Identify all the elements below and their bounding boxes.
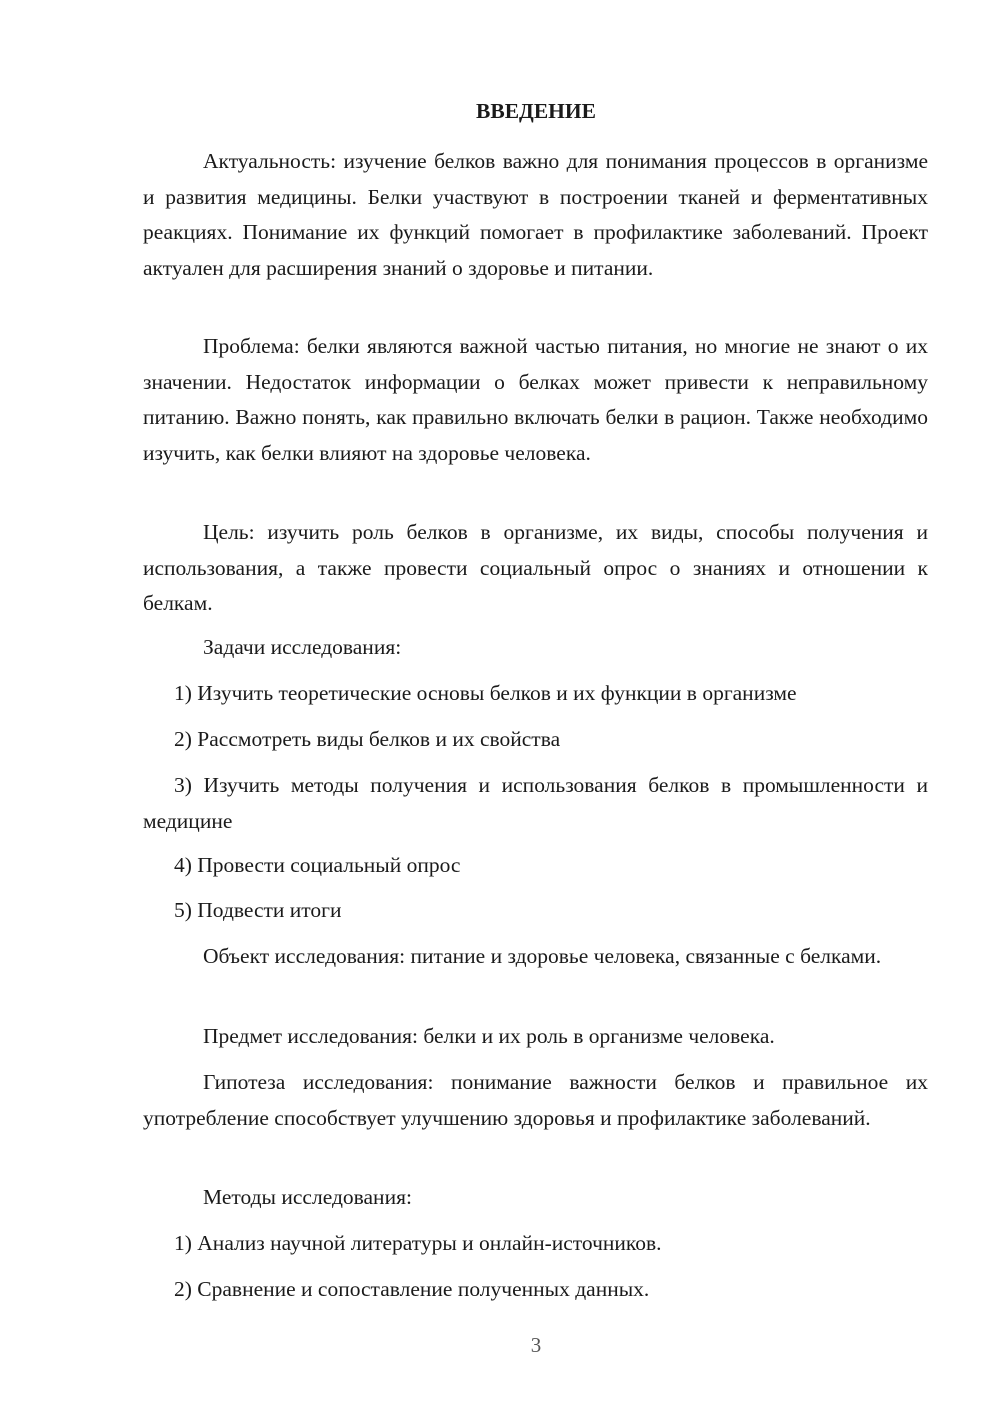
- goal-block: [143, 515, 928, 622]
- method-item: 1) Анализ научной литературы и онлайн-источников.: [174, 1231, 662, 1255]
- problem-paragraph: Проблема: белки являются важной частью питания, но многие не знают о их значении. Недостаток информации о белках может привести к неправильному питанию. Важно понять, как правильно включать белки в рацион. Также необходимо изучить, как белки влияют на здоровье человека.: [143, 334, 928, 465]
- object-paragraph: Объект исследования: питание и здоровье человека, связанные с белками.: [203, 944, 882, 968]
- tasks-heading: Задачи исследования:: [203, 635, 402, 659]
- tasks-heading-block: [143, 630, 928, 666]
- task-item-1-block: [143, 676, 928, 712]
- hypothesis-paragraph: Гипотеза исследования: понимание важности белков и правильное их употребление способствует улучшению здоровья и профилактике заболеваний.: [143, 1070, 928, 1130]
- relevance-block: [143, 144, 928, 286]
- methods-heading: Методы исследования:: [203, 1185, 412, 1209]
- task-item-2-block: [143, 722, 928, 758]
- task-item-5-block: [143, 893, 928, 929]
- task-item: 3) Изучить методы получения и использования белков в промышленности и медицине: [143, 773, 928, 833]
- methods-heading-block: [143, 1180, 928, 1216]
- method-item-1-block: [143, 1226, 928, 1262]
- task-item: 1) Изучить теоретические основы белков и их функции в организме: [174, 681, 797, 705]
- relevance-paragraph: Актуальность: изучение белков важно для понимания процессов в организме и развития медицины. Белки участвуют в построении тканей и ферментативных реакциях. Понимание их функций помогает в профилактике заболеваний. Проект актуален для расширения знаний о здоровье и питании.: [143, 149, 928, 280]
- section-heading: ВВЕДЕНИЕ: [476, 99, 596, 123]
- task-item-4-block: [143, 848, 928, 884]
- hypothesis-block: [143, 1065, 928, 1136]
- subject-block: [143, 1019, 928, 1055]
- method-item-2-block: [143, 1272, 928, 1308]
- task-item: 5) Подвести итоги: [174, 898, 342, 922]
- method-item: 2) Сравнение и сопоставление полученных данных.: [174, 1277, 650, 1301]
- subject-paragraph: Предмет исследования: белки и их роль в организме человека.: [203, 1024, 775, 1048]
- object-block: [143, 939, 928, 975]
- task-item: 2) Рассмотреть виды белков и их свойства: [174, 727, 561, 751]
- page-number: 3: [530, 1333, 542, 1357]
- task-item: 4) Провести социальный опрос: [174, 853, 461, 877]
- problem-block: [143, 329, 928, 471]
- task-item-3-block: [143, 768, 928, 839]
- goal-paragraph: Цель: изучить роль белков в организме, их виды, способы получения и использования, а также провести социальный опрос о знаниях и отношении к белкам.: [143, 520, 928, 615]
